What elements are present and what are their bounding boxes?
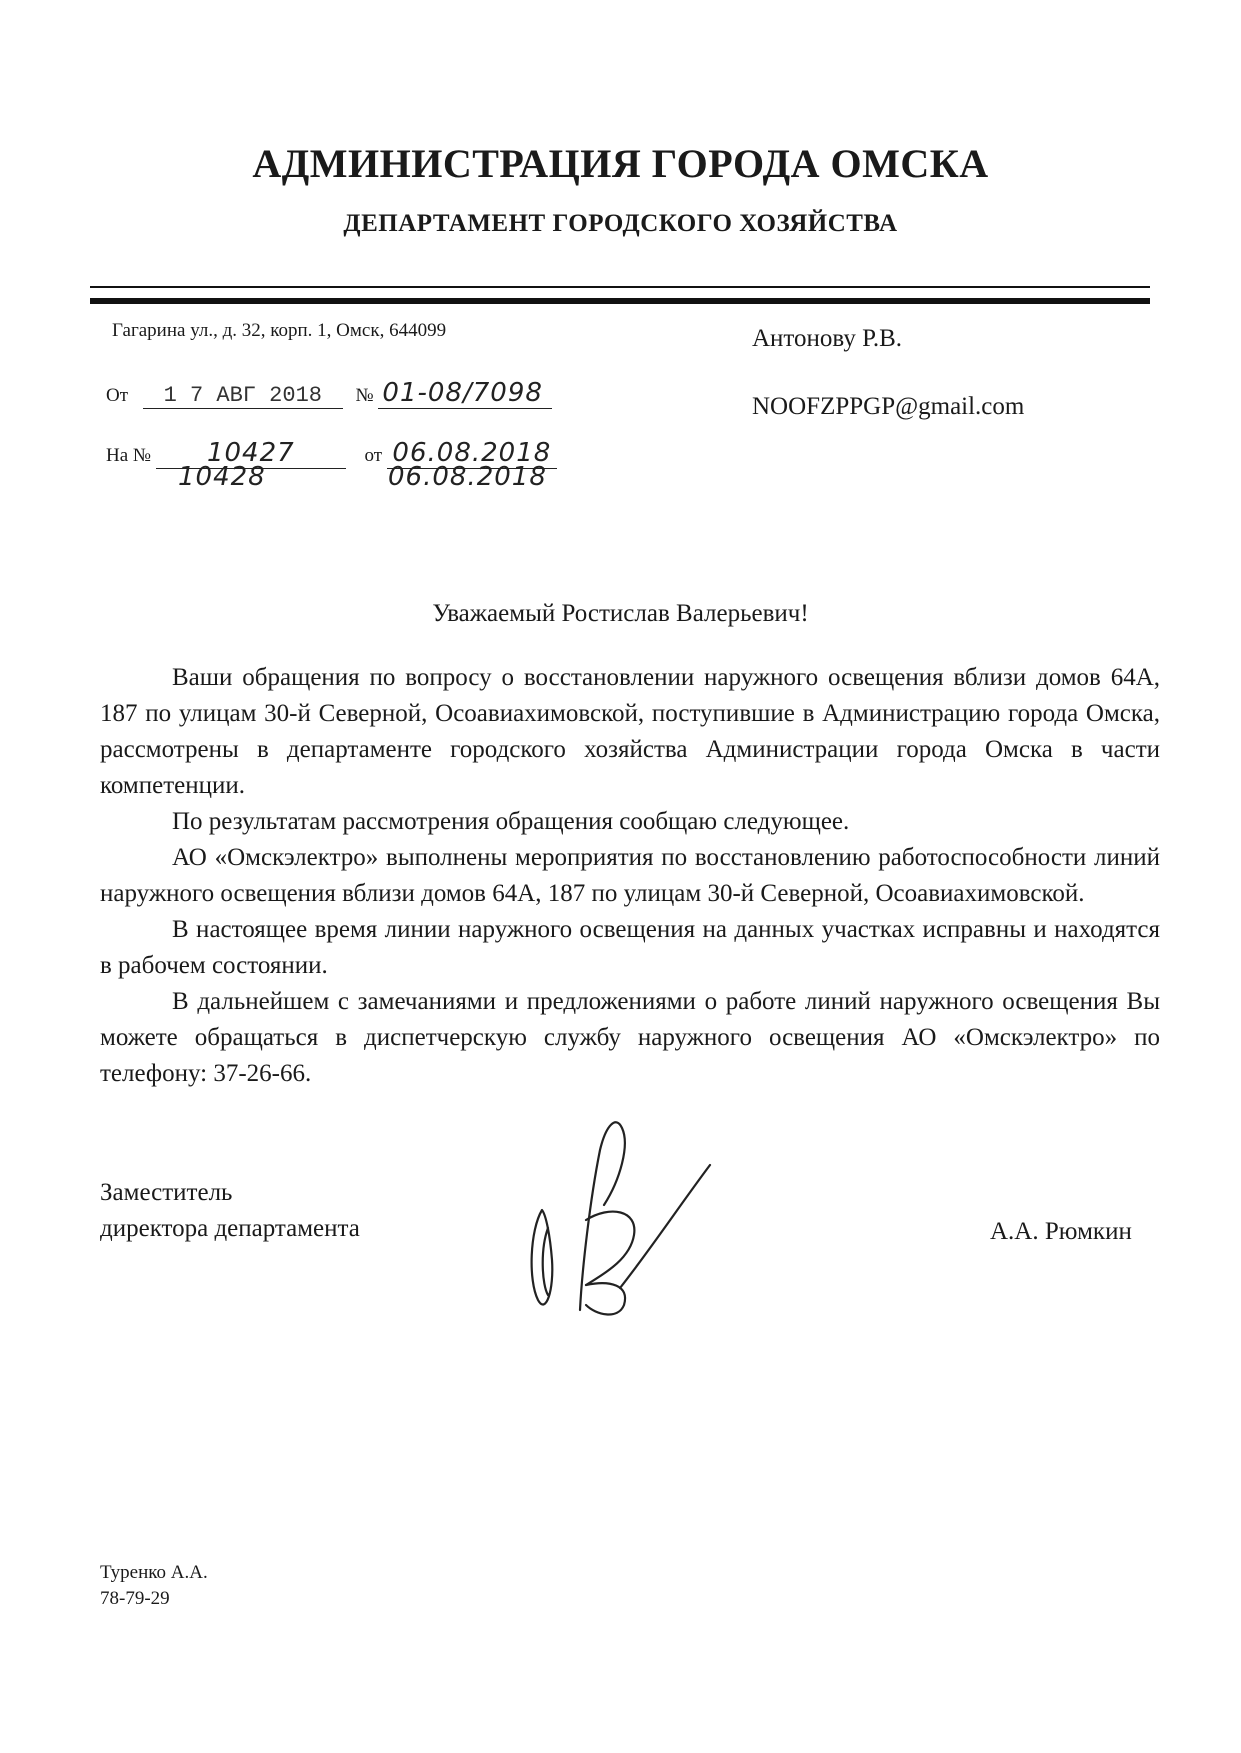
sender-address: Гагарина ул., д. 32, корп. 1, Омск, 644099 xyxy=(112,320,447,341)
signer-name: А.А. Рюмкин xyxy=(990,1218,1132,1245)
reply-number-1: 10427 xyxy=(156,438,346,469)
letter-body xyxy=(100,660,1160,1092)
outgoing-line xyxy=(106,378,552,409)
executor-phone: 78-79-29 xyxy=(100,1588,170,1609)
paragraph: АО «Омскэлектро» выполнены мероприятия по восстановлению работоспособности линий наружного освещения вблизи домов 64А, 187 по улицам 30-й Северной, Осоавиахимовской. xyxy=(100,844,1160,907)
signer-title xyxy=(100,1175,360,1247)
executor-name: Туренко А.А. xyxy=(100,1562,208,1583)
reply-date-1: 06.08.2018 xyxy=(387,438,557,469)
header-divider-thin xyxy=(90,286,1150,288)
header-divider-thick xyxy=(90,298,1150,304)
signer-title-line-2: директора департамента xyxy=(100,1215,360,1242)
executor-info xyxy=(100,1560,208,1612)
outgoing-number: 01-08/7098 xyxy=(378,378,552,409)
signer-title-line-1: Заместитель xyxy=(100,1179,233,1206)
reply-date-2: 06.08.2018 xyxy=(388,462,547,492)
department-title: ДЕПАРТАМЕНТ ГОРОДСКОГО ХОЗЯЙСТВА xyxy=(343,210,898,237)
paragraph: В дальнейшем с замечаниями и предложениями о работе линий наружного освещения Вы можете обращаться в диспетчерскую службу наружного освещения АО «Омскэлектро» по телефону: 37-26-66. xyxy=(100,988,1160,1087)
number-label: № xyxy=(355,385,374,406)
paragraph: В настоящее время линии наружного освещения на данных участках исправны и находятся в рабочем состоянии. xyxy=(100,916,1160,979)
outgoing-date-stamp: 1 7 АВГ 2018 xyxy=(143,383,343,409)
recipient-email: NOOFZPPGP@gmail.com xyxy=(752,393,1025,420)
paragraph: По результатам рассмотрения обращения сообщаю следующее. xyxy=(172,808,850,835)
handwritten-signature xyxy=(520,1110,720,1320)
reply-number-2: 10428 xyxy=(178,462,266,492)
reply-date-label: от xyxy=(364,445,383,466)
organization-title: АДМИНИСТРАЦИЯ ГОРОДА ОМСКА xyxy=(252,141,989,186)
reply-number-label: На № xyxy=(106,445,152,466)
greeting: Уважаемый Ростислав Валерьевич! xyxy=(432,600,809,627)
paragraph: Ваши обращения по вопросу о восстановлении наружного освещения вблизи домов 64А, 187 по улицам 30-й Северной, Осоавиахимовской, поступившие в Администрацию города Омска, рассмотрены в департаменте городского хозяйства Администрации города Омска в части компетенции. xyxy=(100,664,1160,799)
from-label: От xyxy=(106,385,129,406)
recipient-name: Антонову Р.В. xyxy=(752,325,903,352)
